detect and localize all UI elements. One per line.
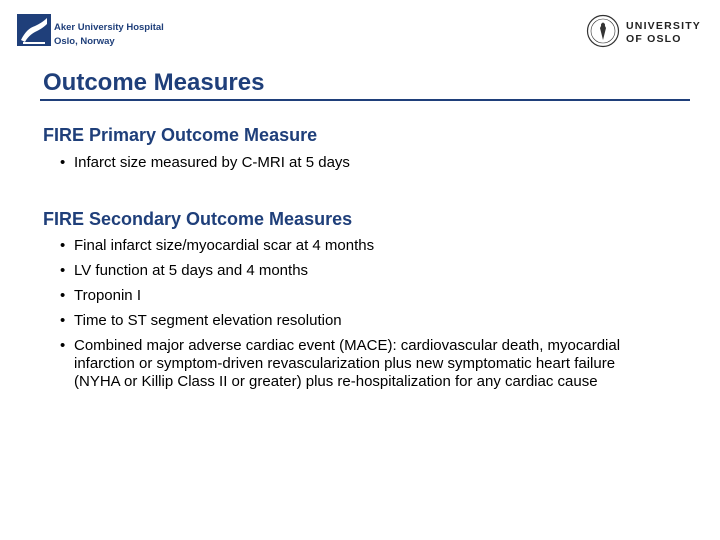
list-item-text: LV function at 5 days and 4 months (74, 262, 309, 279)
bullet: • (60, 287, 66, 304)
list-item-text: Final infarct size/myocardial scar at 4 months (74, 237, 375, 254)
list-item (60, 312, 660, 330)
list-item (60, 287, 660, 305)
university-logo-block (586, 14, 706, 48)
bullet: • (60, 262, 66, 279)
list-item-text: Infarct size measured by C-MRI at 5 days (74, 154, 350, 171)
list-item-text: Combined major adverse cardiac event (MACE): cardiovascular death, myocardial infarction or symptom-driven revascularization plus new symptomatic heart failure (NYHA or Killip Class II or greater) plus re-hospitalization for any cardiac cause (74, 337, 621, 390)
hospital-location: Oslo, Norway (54, 36, 115, 47)
bullet: • (60, 312, 66, 329)
list-item (60, 337, 660, 391)
list-item-text: Troponin I (74, 287, 141, 304)
hospital-logo-icon (17, 14, 51, 46)
primary-list (60, 154, 660, 179)
bullet: • (60, 154, 66, 171)
list-item-text: Time to ST segment elevation resolution (74, 312, 342, 329)
bullet: • (60, 237, 66, 254)
hospital-name: Aker University Hospital (54, 22, 164, 33)
university-name-line1: UNIVERSITY (626, 20, 702, 32)
bullet: • (60, 337, 66, 354)
slide-title: Outcome Measures (43, 69, 265, 96)
university-seal-icon (586, 14, 620, 48)
list-item (60, 154, 660, 172)
list-item (60, 237, 660, 255)
secondary-heading: FIRE Secondary Outcome Measures (43, 209, 353, 229)
hospital-logo-block (17, 14, 162, 48)
university-name-line2: OF OSLO (626, 33, 682, 45)
secondary-list (60, 237, 660, 398)
primary-heading: FIRE Primary Outcome Measure (43, 125, 318, 145)
list-item (60, 262, 660, 280)
title-divider (40, 99, 690, 101)
